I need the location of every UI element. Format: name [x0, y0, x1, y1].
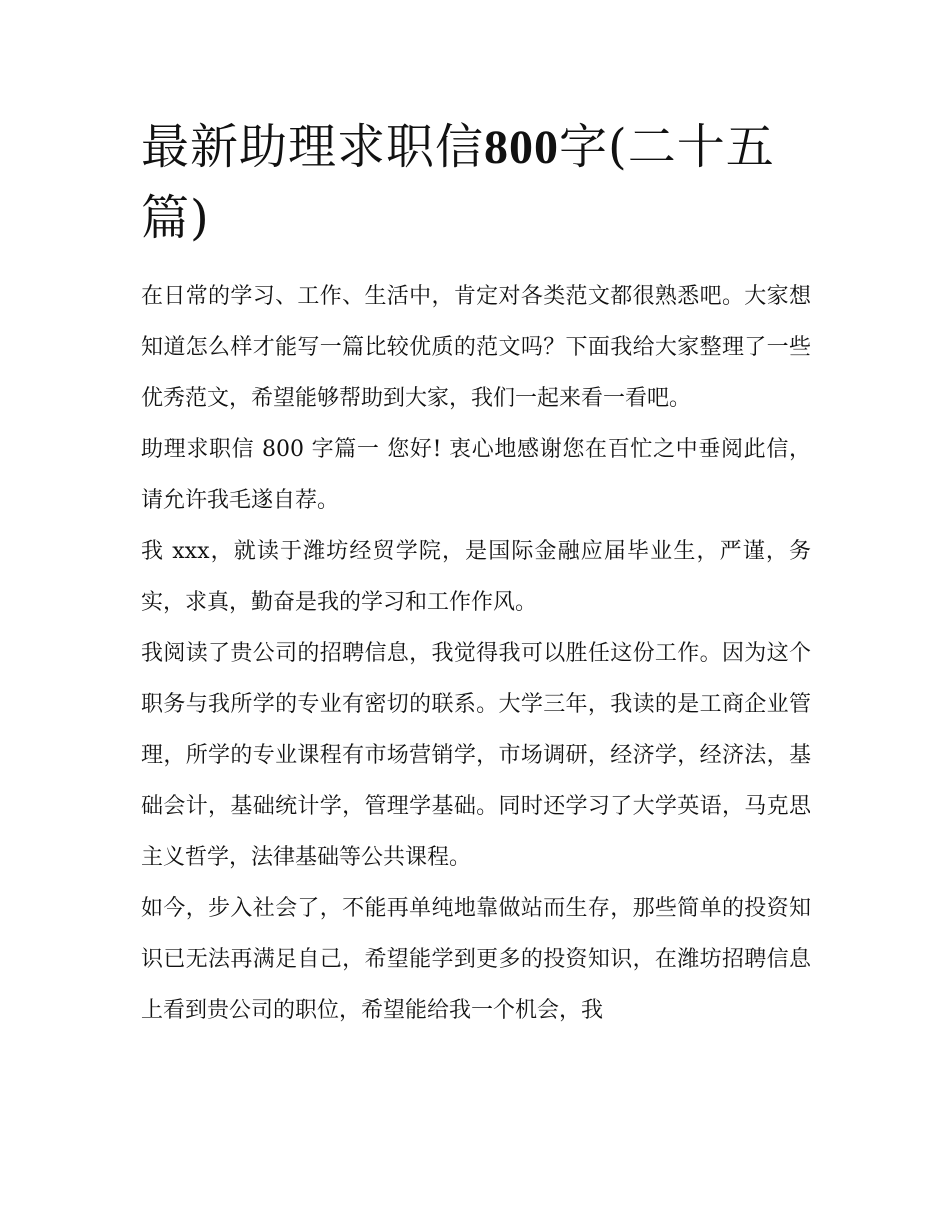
title-suffix: 字(二十五篇): [141, 119, 775, 246]
document-title: [141, 112, 811, 253]
self-introduction-paragraph: 我 xxx，就读于潍坊经贸学院，是国际金融应届毕业生，严谨，务实，求真，勤奋是我的学习和工作作风。: [141, 539, 811, 615]
title-prefix: 最新助理求职信: [141, 119, 485, 175]
career-intent-paragraph: 如今，步入社会了，不能再单纯地靠做站而生存，那些简单的投资知识已无法再满足自己，希望能学到更多的投资知识，在潍坊招聘信息上看到贵公司的职位，希望能给我一个机会，我: [141, 896, 811, 1023]
education-paragraph: 我阅读了贵公司的招聘信息，我觉得我可以胜任这份工作。因为这个职务与我所学的专业有密切的联系。大学三年，我读的是工商企业管理，所学的专业课程有市场营销学，市场调研，经济学，经济法，基础会计，基础统计学，管理学基础。同时还学习了大学英语，马克思主义哲学，法律基础等公共课程。: [141, 641, 811, 870]
intro-paragraph: 在日常的学习、工作、生活中，肯定对各类范文都很熟悉吧。大家想知道怎么样才能写一篇比较优质的范文吗？下面我给大家整理了一些优秀范文，希望能够帮助到大家，我们一起来看一看吧。: [141, 284, 811, 411]
title-number: 800: [484, 121, 560, 174]
letter-opening-paragraph: 助理求职信 800 字篇一 您好! 衷心地感谢您在百忙之中垂阅此信，请允许我毛遂自荐。: [141, 437, 811, 513]
document-content: [141, 112, 811, 1036]
